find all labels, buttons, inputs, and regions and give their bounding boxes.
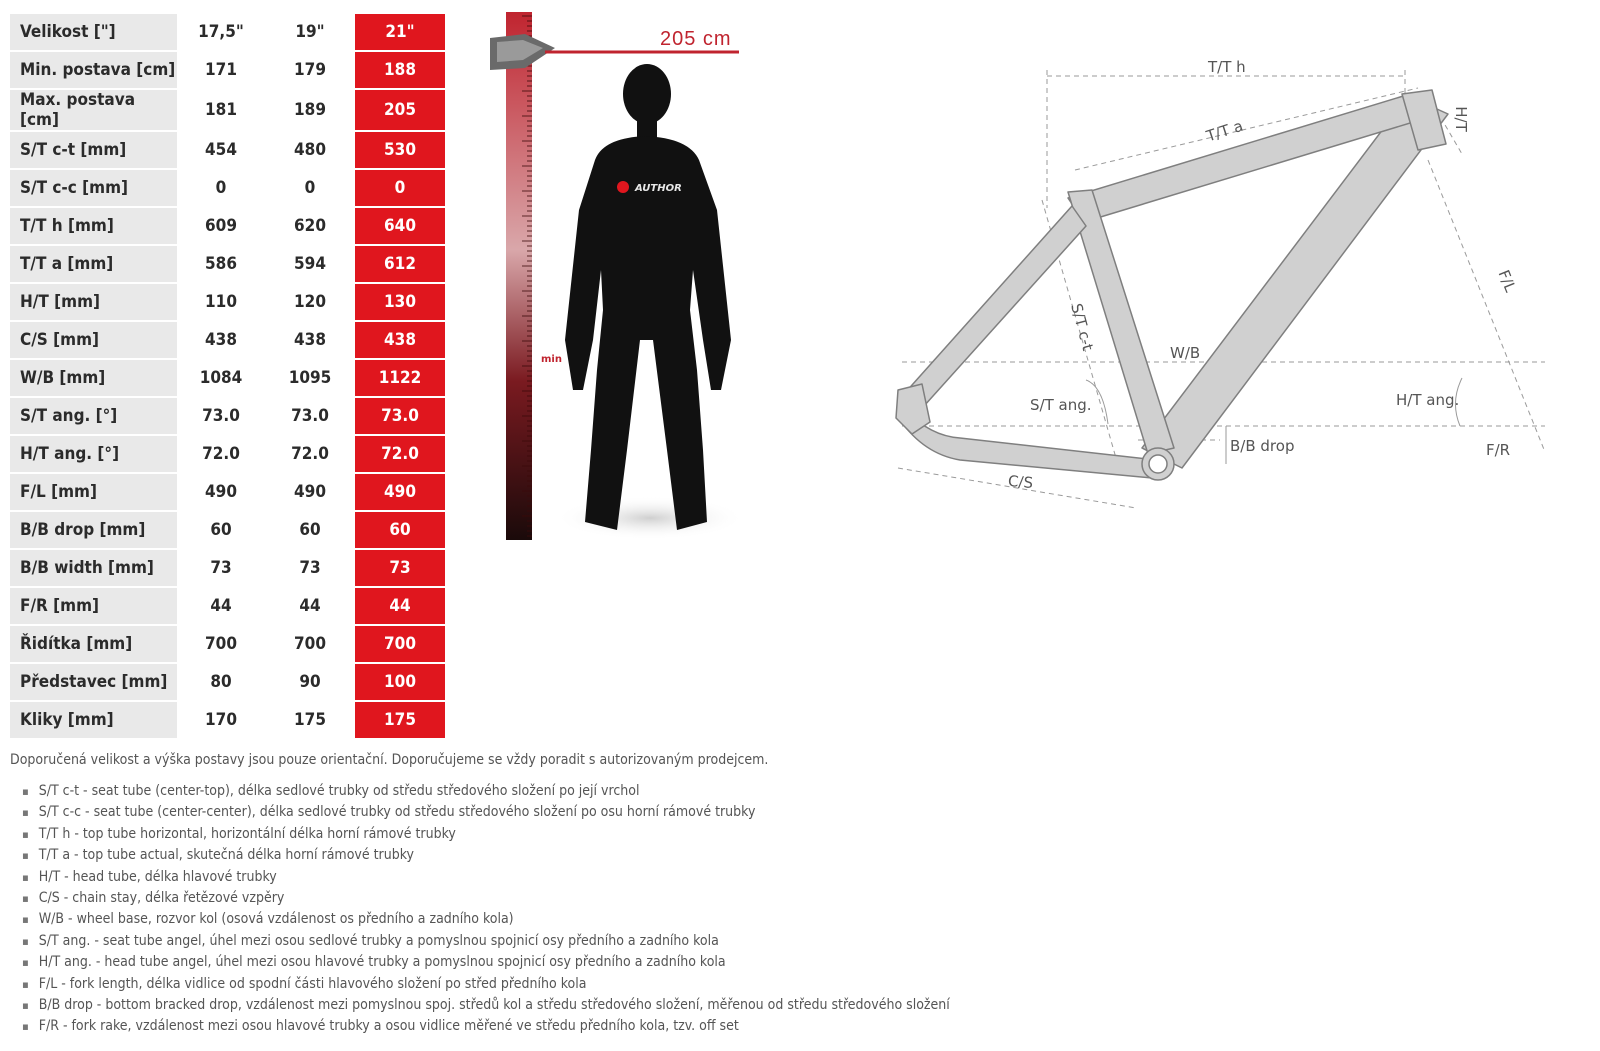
notes-list	[22, 781, 950, 1038]
value-size-3: 700	[355, 626, 445, 662]
table-row	[10, 322, 445, 358]
label-tt-h: T/T h	[1208, 58, 1246, 76]
value-size-2: 90	[299, 672, 321, 692]
value-size-3: 72.0	[355, 436, 445, 472]
value-size-3: 612	[355, 246, 445, 282]
table-row	[10, 664, 445, 700]
notes-intro: Doporučená velikost a výška postavy jsou pouze orientační. Doporučujeme se vždy poradit s autorizovaným prodejcem.	[10, 752, 769, 768]
value-size-3: 530	[355, 132, 445, 168]
label-tt-a: T/T a	[1204, 116, 1246, 146]
value-size-3: 490	[355, 474, 445, 510]
label-bb-drop: B/B drop	[1230, 437, 1295, 455]
logo-text: AUTHOR	[635, 183, 682, 194]
row-label: F/L [mm]	[10, 474, 177, 510]
value-size-3: 0	[355, 170, 445, 206]
note-item: ▪ T/T h - top tube horizontal, horizontální délka horní rámové trubky	[22, 824, 950, 845]
value-size-3: 175	[355, 702, 445, 738]
note-item: ▪ B/B drop - bottom bracked drop, vzdálenost mezi pomyslnou spoj. středů kol a středu středového složení, měřenou od středu středového složení	[22, 995, 950, 1016]
min-height-label: min	[541, 354, 562, 365]
table-row	[10, 360, 445, 396]
value-size-2: 72.0	[291, 444, 329, 464]
note-item: ▪ S/T c-t - seat tube (center-top), délka sedlové trubky od středu středového složení po její vrchol	[22, 781, 950, 802]
table-row	[10, 132, 445, 168]
table-row	[10, 398, 445, 434]
value-size-2: 620	[294, 216, 326, 236]
value-size-1: 171	[205, 60, 237, 80]
row-label: W/B [mm]	[10, 360, 177, 396]
table-row	[10, 474, 445, 510]
row-label: S/T ang. [°]	[10, 398, 177, 434]
note-item: ▪ F/L - fork length, délka vidlice od spodní části hlavového složení po střed předního kola	[22, 974, 950, 995]
table-row	[10, 284, 445, 320]
value-size-1: 73.0	[202, 406, 240, 426]
geometry-table	[10, 12, 445, 740]
value-size-1: 72.0	[202, 444, 240, 464]
max-height-label: 205 cm	[660, 28, 732, 50]
size-header-1: 17,5"	[198, 22, 244, 42]
label-ht: H/T	[1451, 106, 1470, 132]
table-row	[10, 436, 445, 472]
value-size-3: 100	[355, 664, 445, 700]
value-size-3: 73.0	[355, 398, 445, 434]
row-label: Kliky [mm]	[10, 702, 177, 738]
value-size-2: 490	[294, 482, 326, 502]
value-size-2: 120	[294, 292, 326, 312]
value-size-1: 1084	[199, 368, 243, 388]
table-row	[10, 52, 445, 88]
value-size-2: 73	[299, 558, 321, 578]
value-size-3: 640	[355, 208, 445, 244]
label-wb: W/B	[1170, 344, 1201, 362]
rider-height-figure	[485, 10, 745, 550]
value-size-3: 1122	[355, 360, 445, 396]
value-size-3: 205	[355, 90, 445, 130]
value-size-2: 700	[294, 634, 326, 654]
table-row	[10, 512, 445, 548]
value-size-2: 1095	[288, 368, 332, 388]
row-label: H/T [mm]	[10, 284, 177, 320]
label-st-ang: S/T ang.	[1030, 396, 1092, 414]
value-size-2: 175	[294, 710, 326, 730]
value-size-1: 170	[205, 710, 237, 730]
label-fl: F/L	[1494, 267, 1520, 295]
value-size-2: 60	[299, 520, 321, 540]
row-label: T/T h [mm]	[10, 208, 177, 244]
value-size-1: 609	[205, 216, 237, 236]
row-label: C/S [mm]	[10, 322, 177, 358]
note-item: ▪ W/B - wheel base, rozvor kol (osová vzdálenost os předního a zadního kola)	[22, 909, 950, 930]
size-header-label: Velikost ["]	[10, 14, 177, 50]
note-item: ▪ F/R - fork rake, vzdálenost mezi osou hlavové trubky a osou vidlice měřené ve středu předního kola, tzv. off set	[22, 1016, 950, 1037]
size-header-3: 21"	[355, 14, 445, 50]
value-size-2: 179	[294, 60, 326, 80]
row-label: B/B drop [mm]	[10, 512, 177, 548]
note-item: ▪ C/S - chain stay, délka řetězové vzpěry	[22, 888, 950, 909]
table-row	[10, 246, 445, 282]
value-size-1: 438	[205, 330, 237, 350]
value-size-1: 181	[205, 100, 237, 120]
value-size-1: 586	[205, 254, 237, 274]
row-label: Představec [mm]	[10, 664, 177, 700]
author-logo-icon	[617, 181, 629, 193]
value-size-3: 188	[355, 52, 445, 88]
size-header-2: 19"	[295, 22, 325, 42]
value-size-3: 60	[355, 512, 445, 548]
label-cs: C/S	[1007, 471, 1034, 493]
label-st-ct: S/T c-t	[1067, 301, 1097, 353]
row-label: Řidítka [mm]	[10, 626, 177, 662]
table-row	[10, 170, 445, 206]
value-size-2: 189	[294, 100, 326, 120]
table-row	[10, 550, 445, 586]
table-row	[10, 626, 445, 662]
note-item: ▪ S/T c-c - seat tube (center-center), délka sedlové trubky od středu středového složení po osu horní rámové trubky	[22, 802, 950, 823]
value-size-3: 130	[355, 284, 445, 320]
value-size-2: 480	[294, 140, 326, 160]
row-label: S/T c-c [mm]	[10, 170, 177, 206]
row-label: H/T ang. [°]	[10, 436, 177, 472]
value-size-3: 438	[355, 322, 445, 358]
row-label: B/B width [mm]	[10, 550, 177, 586]
value-size-1: 700	[205, 634, 237, 654]
value-size-2: 594	[294, 254, 326, 274]
value-size-1: 44	[210, 596, 232, 616]
row-label: Min. postava [cm]	[10, 52, 177, 88]
table-row	[10, 208, 445, 244]
table-row	[10, 702, 445, 738]
value-size-1: 73	[210, 558, 232, 578]
value-size-1: 454	[205, 140, 237, 160]
value-size-3: 73	[355, 550, 445, 586]
value-size-2: 438	[294, 330, 326, 350]
table-row	[10, 588, 445, 624]
table-header-row	[10, 14, 445, 50]
label-fr: F/R	[1486, 441, 1511, 459]
value-size-1: 110	[205, 292, 237, 312]
note-item: ▪ H/T ang. - head tube angel, úhel mezi osou hlavové trubky a pomyslnou spojnicí osy předního a zadního kola	[22, 952, 950, 973]
row-label: Max. postava [cm]	[10, 90, 177, 130]
value-size-3: 44	[355, 588, 445, 624]
value-size-2: 44	[299, 596, 321, 616]
person-silhouette	[565, 64, 731, 530]
row-label: F/R [mm]	[10, 588, 177, 624]
value-size-1: 80	[210, 672, 232, 692]
note-item: ▪ H/T - head tube, délka hlavové trubky	[22, 867, 950, 888]
row-label: S/T c-t [mm]	[10, 132, 177, 168]
value-size-1: 490	[205, 482, 237, 502]
note-item: ▪ S/T ang. - seat tube angel, úhel mezi osou sedlové trubky a pomyslnou spojnicí osy předního a zadního kola	[22, 931, 950, 952]
label-ht-ang: H/T ang.	[1396, 391, 1460, 409]
row-label: T/T a [mm]	[10, 246, 177, 282]
value-size-1: 0	[215, 178, 227, 198]
value-size-2: 0	[304, 178, 316, 198]
note-item: ▪ T/T a - top tube actual, skutečná délka horní rámové trubky	[22, 845, 950, 866]
value-size-2: 73.0	[291, 406, 329, 426]
value-size-1: 60	[210, 520, 232, 540]
table-row	[10, 90, 445, 130]
